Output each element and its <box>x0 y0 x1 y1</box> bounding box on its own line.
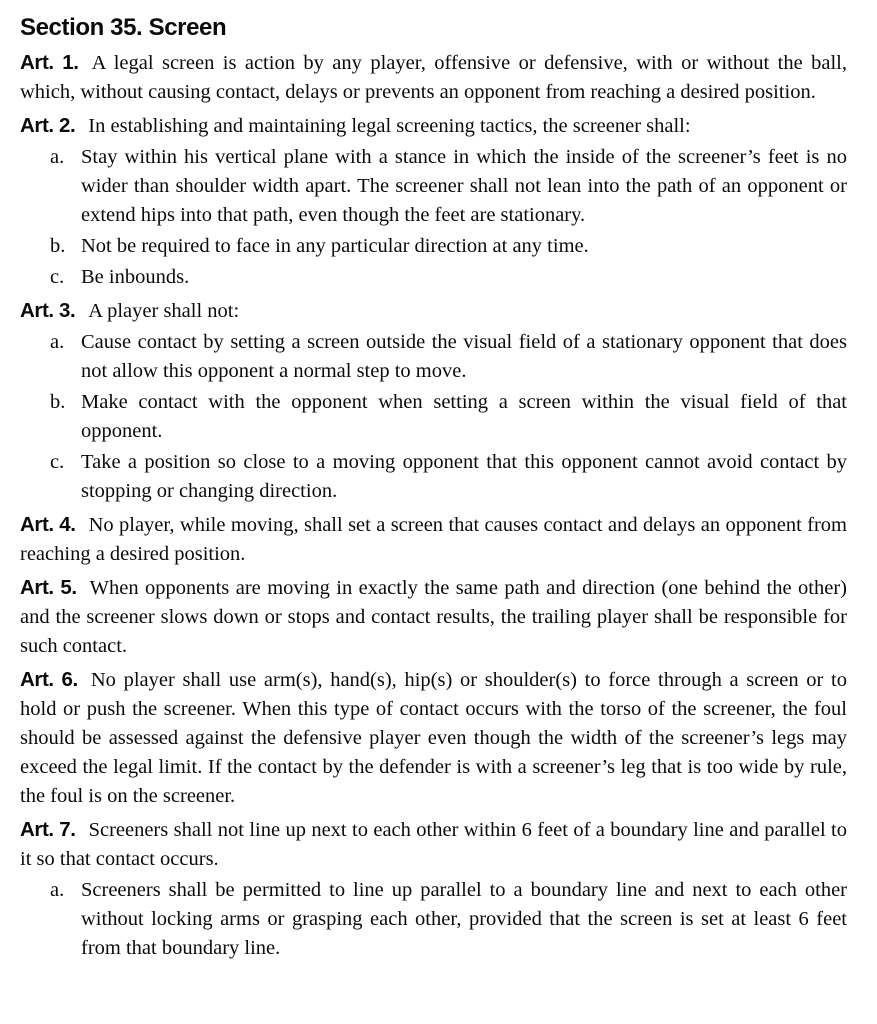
article-5-label: Art. 5. <box>20 576 77 599</box>
article-4 <box>20 510 847 569</box>
article-2-subitems <box>20 143 847 292</box>
article-3-item-b-text: Make contact with the opponent when setting a screen within the visual field of that opponent. <box>81 391 847 442</box>
article-3-item-a-text: Cause contact by setting a screen outside the visual field of a stationary opponent that does not allow this opponent a normal step to move. <box>81 331 847 382</box>
article-3-item-a-marker: a. <box>50 331 65 353</box>
article-2-item-c <box>20 263 847 292</box>
article-3-item-b <box>20 388 847 446</box>
article-1-text: A legal screen is action by any player, offensive or defensive, with or without the ball, which, without causing contact, delays or prevents an opponent from reaching a desired position. <box>20 52 847 103</box>
article-3 <box>20 296 847 326</box>
article-4-text: No player, while moving, shall set a screen that causes contact and delays an opponent from reaching a desired position. <box>20 514 847 565</box>
article-5 <box>20 573 847 661</box>
article-2-item-a <box>20 143 847 230</box>
article-1-label: Art. 1. <box>20 51 79 74</box>
article-2-item-b-text: Not be required to face in any particular direction at any time. <box>81 235 589 257</box>
article-4-label: Art. 4. <box>20 513 76 536</box>
article-3-item-c <box>20 448 847 506</box>
article-3-item-c-marker: c. <box>50 451 65 473</box>
article-6-text: No player shall use arm(s), hand(s), hip(s) or shoulder(s) to force through a screen or to hold or push the screener. When this type of contact occurs with the torso of the screener, the foul should be assessed against the defensive player even though the width of the screener’s legs may exceed the legal limit. If the contact by the defender is with a screener’s leg that is too wide by rule, the foul is on the screener. <box>20 669 848 807</box>
article-3-item-a <box>20 328 847 386</box>
article-6 <box>20 665 847 811</box>
article-7-label: Art. 7. <box>20 818 76 841</box>
article-6-label: Art. 6. <box>20 668 78 691</box>
article-7-subitems <box>20 876 847 963</box>
article-7 <box>20 815 847 874</box>
article-7-item-a <box>20 876 847 963</box>
article-3-text: A player shall not: <box>88 300 240 322</box>
article-2-item-c-marker: c. <box>50 266 65 288</box>
article-5-text: When opponents are moving in exactly the same path and direction (one behind the other) and the screener slows down or stops and contact results, the trailing player shall be responsible for such contact. <box>20 577 848 657</box>
article-2-item-b-marker: b. <box>50 235 66 257</box>
article-2-label: Art. 2. <box>20 114 76 137</box>
article-2-item-c-text: Be inbounds. <box>81 266 190 288</box>
article-1 <box>20 48 847 107</box>
article-2 <box>20 111 847 141</box>
article-3-item-b-marker: b. <box>50 391 66 413</box>
article-7-text: Screeners shall not line up next to each other within 6 feet of a boundary line and parallel to it so that contact occurs. <box>20 819 847 870</box>
article-7-item-a-marker: a. <box>50 879 65 901</box>
article-3-label: Art. 3. <box>20 299 76 322</box>
section-heading: Section 35. Screen <box>20 14 227 41</box>
article-7-item-a-text: Screeners shall be permitted to line up parallel to a boundary line and next to each other without locking arms or grasping each other, provided that the screen is set at least 6 feet from that boundary line. <box>81 879 847 959</box>
article-2-item-a-marker: a. <box>50 146 65 168</box>
article-2-text: In establishing and maintaining legal screening tactics, the screener shall: <box>88 115 691 137</box>
article-3-subitems <box>20 328 847 506</box>
article-2-item-a-text: Stay within his vertical plane with a stance in which the inside of the screener’s feet is no wider than shoulder width apart. The screener shall not lean into the path of an opponent or extend hips into that path, even though the feet are stationary. <box>81 146 847 226</box>
article-2-item-b <box>20 232 847 261</box>
article-3-item-c-text: Take a position so close to a moving opponent that this opponent cannot avoid contact by stopping or changing direction. <box>81 451 847 502</box>
